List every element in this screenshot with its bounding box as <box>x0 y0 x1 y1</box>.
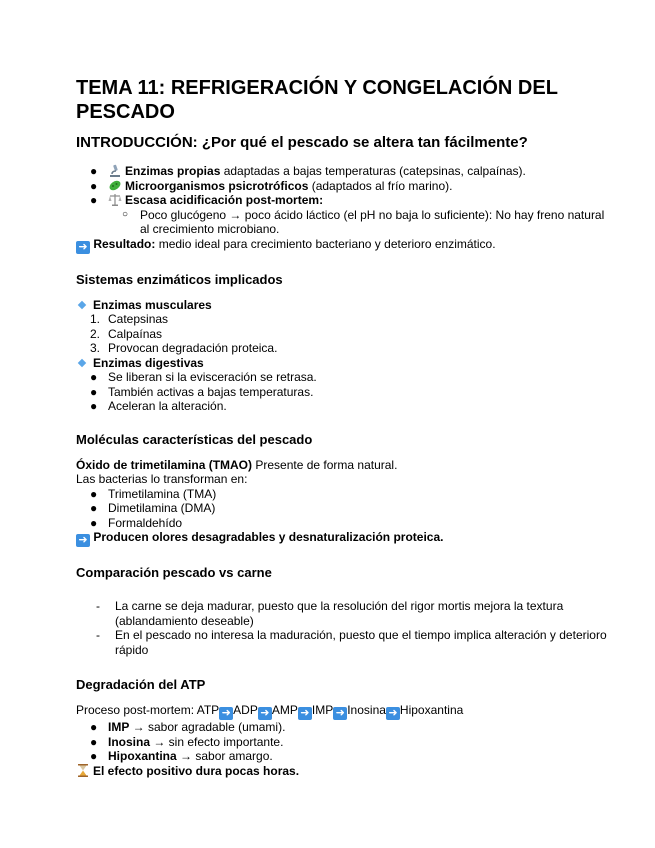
right-arrow-icon: ➜ <box>333 707 347 720</box>
list-item-text: La carne se deja madurar, puesto que la resolución del rigor mortis mejora la textura (ablandamiento deseable) <box>115 599 564 628</box>
right-arrow-icon: ➜ <box>258 707 272 720</box>
result-label: Resultado: <box>93 236 156 251</box>
list-item-text: → sin efecto importante. <box>150 734 284 749</box>
intro-item-text: (adaptados al frío marino). <box>308 178 453 193</box>
list-item-bold: IMP <box>108 720 130 734</box>
list-item-text: También activas a bajas temperaturas. <box>108 384 314 399</box>
list-item: ● Hipoxantina → sabor amargo. <box>90 749 273 763</box>
chain-item: ADP <box>233 703 258 717</box>
chain-item: Hipoxantina <box>399 703 464 717</box>
right-arrow-icon: ➜ <box>76 534 90 547</box>
section-heading-enzymes: Sistemas enzimáticos implicados <box>76 271 283 287</box>
list-item-text: Trimetilamina (TMA) <box>108 486 217 501</box>
list-item-text: En el pescado no interesa la maduración, puesto que el tiempo implica alteración y deterioro rápido <box>115 628 607 657</box>
list-item: - La carne se deja madurar, puesto que la resolución del rigor mortis mejora la textura (ablandamiento deseable) <box>96 599 564 628</box>
small-blue-diamond-icon <box>78 358 86 366</box>
intro-item-bold: Microorganismos psicrotróficos <box>125 178 309 193</box>
right-arrow-icon: ➜ <box>298 707 312 720</box>
transform-line: Las bacterias lo transforman en: <box>76 472 248 486</box>
list-item: ● También activas a bajas temperaturas. <box>90 384 314 399</box>
chain-item: ATP <box>196 703 220 717</box>
list-item: ● Aceleran la alteración. <box>90 399 227 413</box>
molecules-result <box>76 530 615 547</box>
list-item-text: Aceleran la alteración. <box>108 399 227 413</box>
list-item: 3. Provocan degradación proteica. <box>90 341 278 355</box>
process-label: Proceso post-mortem: <box>76 703 197 717</box>
list-item: ● Escasa acidificación post-mortem: <box>90 193 324 207</box>
list-item: ● IMP → sabor agradable (umami). <box>90 720 286 734</box>
list-item: 2. Calpaínas <box>90 326 163 341</box>
microscope-icon <box>108 164 122 177</box>
list-item-text: Provocan degradación proteica. <box>108 341 278 355</box>
section-heading-atp: Degradación del ATP <box>76 677 206 692</box>
right-arrow-icon: ➜ <box>219 707 233 720</box>
result-text: medio ideal para crecimiento bacteriano y deterioro enzimático. <box>155 236 496 251</box>
document-title: TEMA 11: REFRIGERACIÓN Y CONGELACIÓN DEL PESCADO <box>76 77 558 123</box>
list-item-bold: Hipoxantina <box>108 749 177 763</box>
list-item: ● Trimetilamina (TMA) <box>90 486 217 501</box>
sub-item-text: Poco glucógeno → poco ácido láctico (el pH no baja lo suficiente): No hay freno natural al crecimiento microbiano. <box>140 207 605 236</box>
small-blue-diamond-icon <box>78 300 86 308</box>
list-item-bold: Inosina <box>108 734 151 749</box>
list-item: ● Enzimas propias adaptadas a bajas temperaturas (catepsinas, calpaínas). <box>90 164 526 178</box>
right-arrow-icon: ➜ <box>76 241 90 254</box>
footer-text: El efecto positivo dura pocas horas. <box>93 763 300 778</box>
list-item-text: → sabor amargo. <box>176 749 273 763</box>
tmao-text: Presente de forma natural. <box>252 457 398 472</box>
chain-item: AMP <box>271 703 298 717</box>
list-item: ● Dimetilamina (DMA) <box>90 501 216 515</box>
list-item-text: Calpaínas <box>108 326 163 341</box>
hourglass-icon <box>76 764 90 777</box>
list-item: ● Formaldehído <box>90 515 183 530</box>
section-heading-comparison: Comparación pescado vs carne <box>76 565 272 580</box>
sub-list-item: ○ Poco glucógeno → poco ácido láctico (el pH no baja lo suficiente): No hay freno natural al crecimiento microbiano. <box>122 207 605 236</box>
enzyme-group-label <box>76 356 615 371</box>
atp-footer <box>76 764 615 779</box>
microbe-icon <box>108 179 122 192</box>
enzyme-group-label <box>76 298 615 313</box>
chain-item: Inosina <box>347 703 386 717</box>
chain-item: IMP <box>311 703 334 717</box>
list-item-text: → sabor agradable (umami). <box>129 720 286 734</box>
list-item: ● Se liberan si la evisceración se retrasa. <box>90 370 317 384</box>
balance-scale-icon <box>108 193 122 206</box>
list-item-text: Dimetilamina (DMA) <box>108 501 216 515</box>
intro-heading: INTRODUCCIÓN: ¿Por qué el pescado se altera tan fácilmente? <box>76 134 528 151</box>
list-item: - En el pescado no interesa la maduración, puesto que el tiempo implica alteración y deterioro rápido <box>96 628 607 657</box>
molecules-result-text: Producen olores desagradables y desnaturalización proteica. <box>93 530 444 544</box>
intro-item-text: adaptadas a bajas temperaturas (catepsinas, calpaínas). <box>220 164 526 178</box>
intro-item-bold: Enzimas propias <box>125 164 221 178</box>
list-item-text: Catepsinas <box>108 312 169 326</box>
tmao-label: Óxido de trimetilamina (TMAO) <box>76 457 253 472</box>
list-item: ● Inosina → sin efecto importante. <box>90 734 284 749</box>
section-heading-molecules: Moléculas características del pescado <box>76 431 313 447</box>
atp-chain <box>76 703 615 720</box>
list-item-text: Se liberan si la evisceración se retrasa. <box>108 370 317 384</box>
result-line <box>76 237 615 254</box>
tmao-line <box>76 458 615 473</box>
list-item-text: Formaldehído <box>108 515 183 530</box>
digestive-label: Enzimas digestivas <box>93 355 204 370</box>
list-item: 1. Catepsinas <box>90 312 169 326</box>
intro-item-bold: Escasa acidificación post-mortem: <box>125 193 324 207</box>
right-arrow-icon: ➜ <box>386 707 400 720</box>
list-item: ● Microorganismos psicrotróficos (adaptados al frío marino). <box>90 178 453 193</box>
muscular-label: Enzimas musculares <box>93 297 212 312</box>
